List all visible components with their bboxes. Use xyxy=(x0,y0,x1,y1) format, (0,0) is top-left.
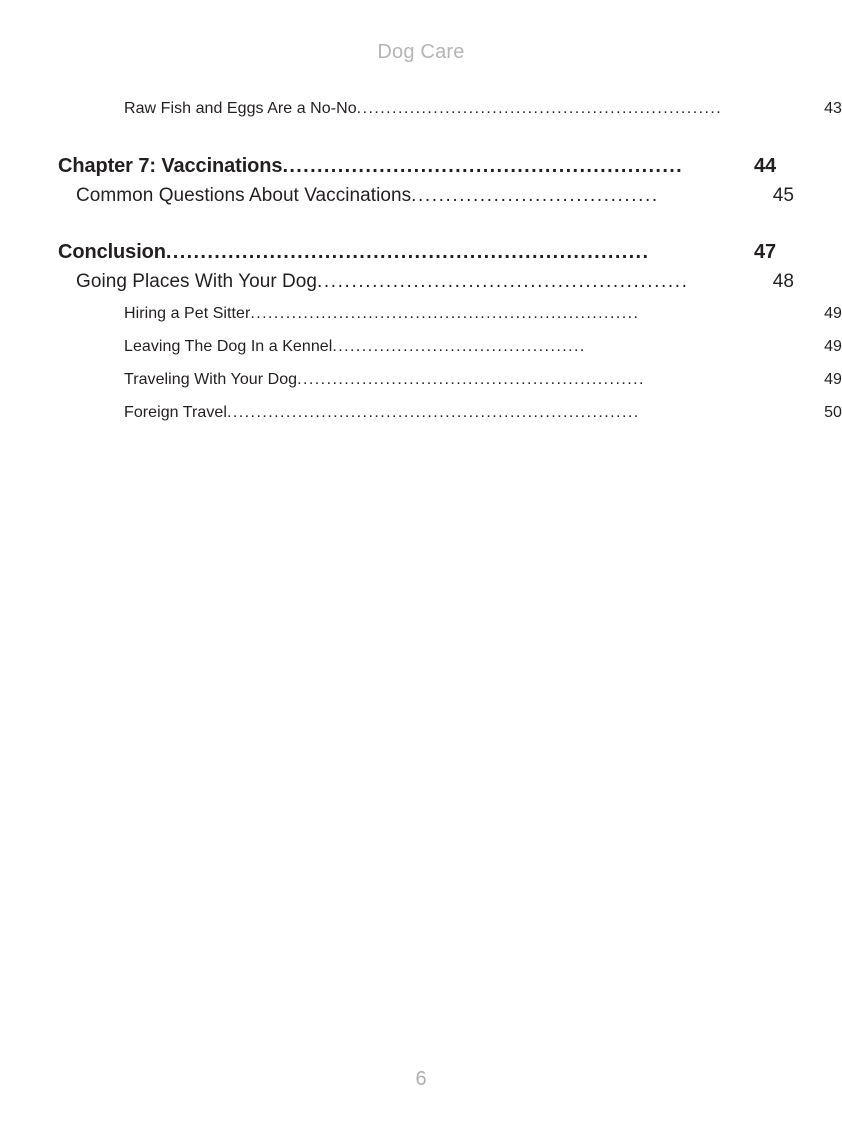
toc-entry[interactable] xyxy=(76,267,794,297)
toc-entry-title: Conclusion xyxy=(58,241,166,263)
toc-entry-page: 44 xyxy=(753,155,776,177)
table-of-contents xyxy=(58,92,842,429)
toc-entry-page: 49 xyxy=(824,371,842,388)
toc-leader-dots: .................................... xyxy=(411,185,659,206)
toc-entry-page: 43 xyxy=(824,100,842,117)
running-header: Dog Care xyxy=(377,41,465,63)
toc-entry[interactable] xyxy=(58,151,776,181)
toc-entry-page: 49 xyxy=(824,305,842,322)
toc-entry-title: Hiring a Pet Sitter xyxy=(124,305,251,322)
toc-entry-title: Traveling With Your Dog xyxy=(124,371,298,388)
toc-entry[interactable] xyxy=(124,396,842,429)
toc-leader-dots: ........................................... xyxy=(332,338,586,355)
toc-leader-dots: ...................................................... xyxy=(317,271,689,292)
toc-leader-dots: .......................................................... xyxy=(282,155,684,177)
toc-entry-title: Common Questions About Vaccinations xyxy=(76,185,412,206)
toc-entry-title: Chapter 7: Vaccinations xyxy=(58,155,283,177)
page-number: 6 xyxy=(415,1068,427,1090)
toc-entry-title: Leaving The Dog In a Kennel xyxy=(124,338,333,355)
toc-leader-dots: .................................................................. xyxy=(250,305,640,322)
toc-entry[interactable] xyxy=(124,92,842,125)
toc-entry[interactable] xyxy=(58,237,776,267)
toc-entry[interactable] xyxy=(124,330,842,363)
toc-leader-dots: ...................................................................... xyxy=(165,241,650,263)
toc-entry[interactable] xyxy=(76,181,794,211)
toc-entry-title: Raw Fish and Eggs Are a No-No xyxy=(124,100,357,117)
toc-entry-page: 50 xyxy=(824,404,842,421)
toc-leader-dots: ...................................................................... xyxy=(226,404,640,421)
toc-entry-page: 45 xyxy=(772,185,794,206)
toc-leader-dots: .............................................................. xyxy=(356,100,723,117)
toc-entry[interactable] xyxy=(124,297,842,330)
toc-entry-page: 49 xyxy=(824,338,842,355)
toc-entry-title: Going Places With Your Dog xyxy=(76,271,318,292)
toc-entry-page: 47 xyxy=(753,241,776,263)
toc-entry-page: 48 xyxy=(772,271,794,292)
toc-entry[interactable] xyxy=(124,363,842,396)
toc-leader-dots: ........................................................... xyxy=(297,371,645,388)
toc-entry-title: Foreign Travel xyxy=(124,404,227,421)
